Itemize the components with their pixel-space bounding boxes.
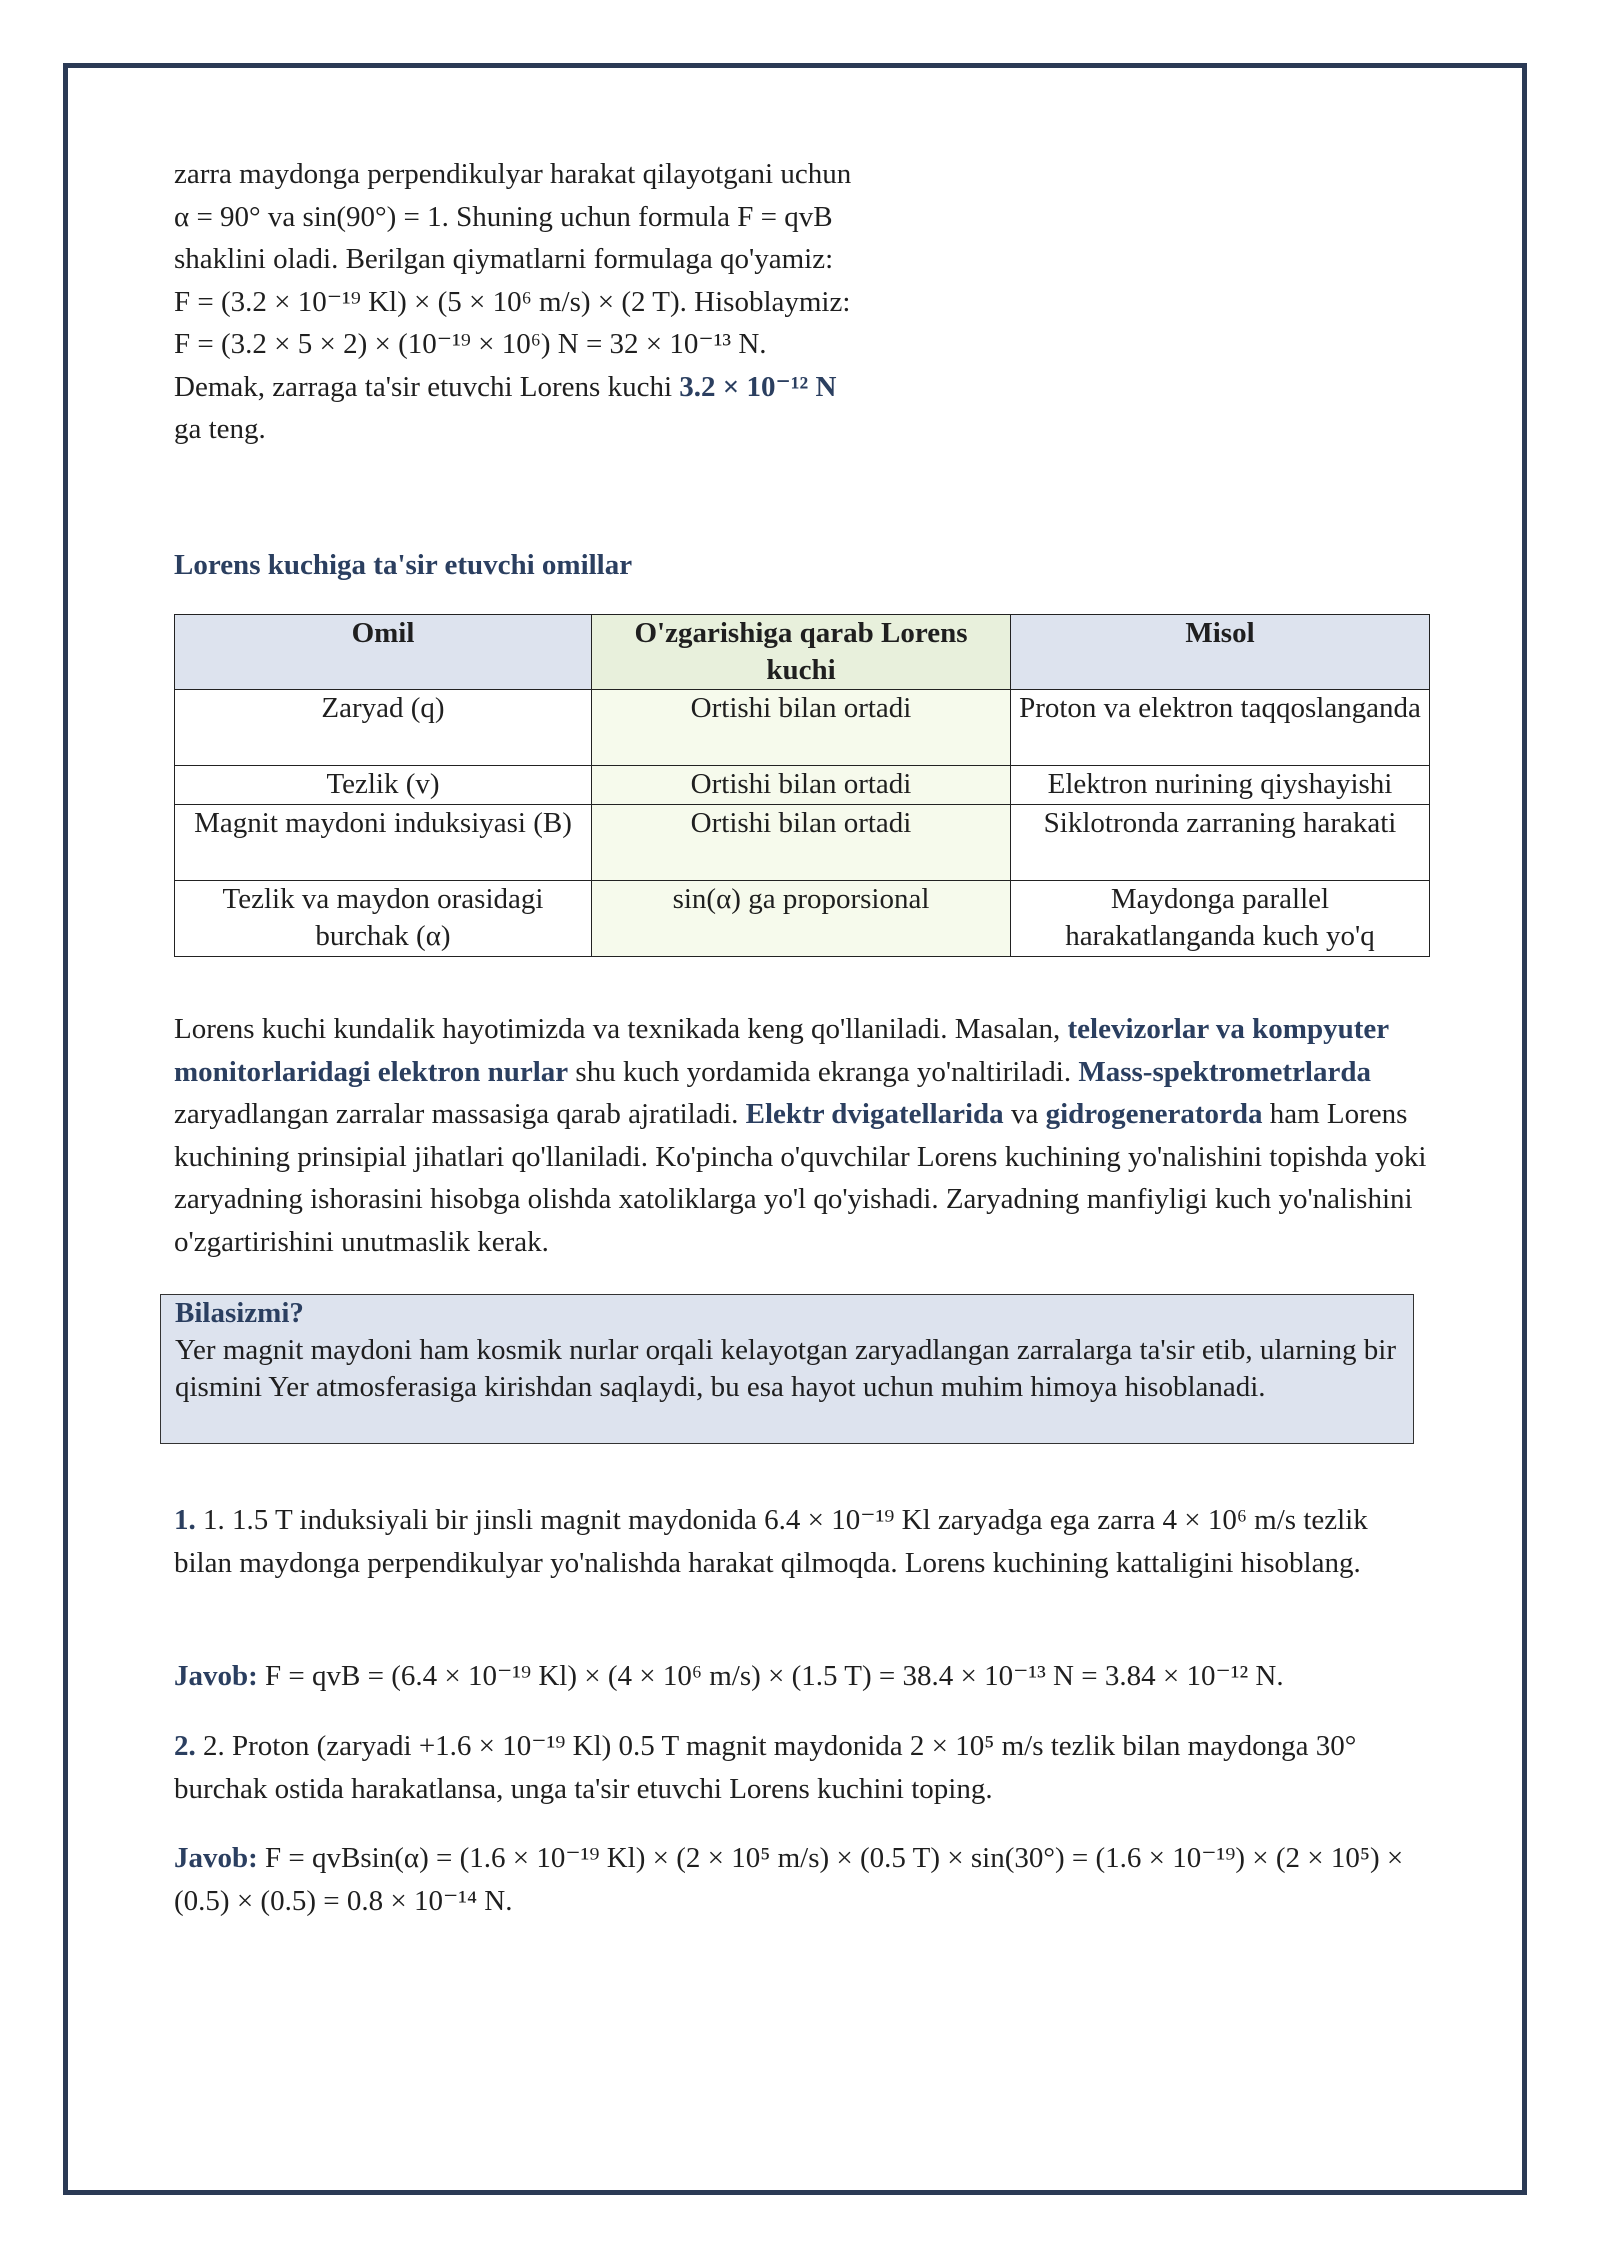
answer-text: F = qvB = (6.4 × 10⁻¹⁹ Kl) × (4 × 10⁶ m/s) × (1.5 T) = 38.4 × 10⁻¹³ N = 3.84 × 10⁻¹² N. xyxy=(257,1660,1284,1692)
problem-text: 2. Proton (zaryadi +1.6 × 10⁻¹⁹ Kl) 0.5 T magnit maydonida 2 × 10⁵ m/s tezlik bilan maydonga 30° burchak ostida harakatlansa, unga ta'sir etuvchi Lorens kuchini toping. xyxy=(174,1730,1357,1805)
table-cell: Tezlik va maydon orasidagi burchak (α) xyxy=(175,881,592,957)
intro-line: F = (3.2 × 10⁻¹⁹ Kl) × (5 × 10⁶ m/s) × (2 T). Hisoblaymiz: xyxy=(174,285,851,318)
table-cell: Maydonga parallel harakatlanganda kuch yo'q xyxy=(1011,881,1430,957)
table-cell: Tezlik (v) xyxy=(175,766,592,805)
intro-line: F = (3.2 × 5 × 2) × (10⁻¹⁹ × 10⁶) N = 32 × 10⁻¹³ N. xyxy=(174,328,767,360)
applications-text: zaryadlangan zarralar massasiga qarab ajratiladi. xyxy=(174,1098,746,1130)
intro-line: zarra maydonga perpendikulyar harakat qilayotgani uchun xyxy=(174,158,852,190)
highlight-electric-motors: Elektr dvigatellarida xyxy=(745,1098,1004,1130)
applications-text: shu kuch yordamida ekranga yo'naltiriladi. xyxy=(568,1055,1079,1088)
header-omil: Omil xyxy=(175,615,592,690)
applications-text: Lorens kuchi kundalik hayotimizda va texnikada keng qo'llaniladi. Masalan, xyxy=(174,1013,1068,1045)
highlight-tv-monitors: televizorlar va kompyuter monitorlaridagi elektron nurlar xyxy=(174,1013,1389,1088)
did-you-know-box xyxy=(160,1294,1414,1444)
table-header-row xyxy=(175,615,1430,690)
table-cell: Zaryad (q) xyxy=(175,690,592,766)
problem-text: 1. 1.5 T induksiyali bir jinsli magnit maydonida 6.4 × 10⁻¹⁹ Kl zaryadga ega zarra 4 × 10⁶ m/s tezlik bilan maydonga perpendikulyar yo'nalishda harakat qilmoqda. Lorens kuchining kattaligini hisoblang. xyxy=(174,1504,1368,1579)
intro-line: shaklini oladi. Berilgan qiymatlarni formulaga qo'yamiz: xyxy=(174,243,834,275)
answer-label: Javob: xyxy=(174,1842,258,1874)
infobox-text: Yer magnit maydoni ham kosmik nurlar orqali kelayotgan zaryadlangan zarralarga ta'sir etib, ularning bir qismini Yer atmosferasiga kirishdan saqlaydi, bu esa hayot uchun muhim himoya hisoblanadi. xyxy=(175,1334,1396,1403)
problem-1 xyxy=(174,1499,1429,1584)
conclusion-prefix: Demak, zarraga ta'sir etuvchi Lorens kuchi xyxy=(174,370,680,403)
table-cell: Magnit maydoni induksiyasi (B) xyxy=(175,805,592,881)
intro-line: α = 90° va sin(90°) = 1. Shuning uchun formula F = qvB xyxy=(174,200,833,233)
answer-text: F = qvBsin(α) = (1.6 × 10⁻¹⁹ Kl) × (2 × 10⁵ m/s) × (0.5 T) × sin(30°) = (1.6 × 10⁻¹⁹) × (2 × 10⁵) × (0.5) × (0.5) = 0.8 × 10⁻¹⁴ N. xyxy=(174,1842,1404,1917)
answer-1 xyxy=(174,1655,1429,1698)
table-row xyxy=(175,881,1430,957)
table-cell: Elektron nurining qiyshayishi xyxy=(1011,766,1430,805)
problem-number: 1. xyxy=(174,1504,196,1536)
infobox-title: Bilasizmi? xyxy=(175,1297,304,1329)
conclusion-value: 3.2 × 10⁻¹² N xyxy=(679,370,837,403)
table-row xyxy=(175,690,1430,766)
table-row xyxy=(175,766,1430,805)
applications-text: va xyxy=(1003,1098,1046,1130)
header-misol: Misol xyxy=(1011,615,1430,690)
table-cell: Siklotronda zarraning harakati xyxy=(1011,805,1430,881)
table-cell: Proton va elektron taqqoslanganda xyxy=(1011,690,1430,766)
table-row xyxy=(175,805,1430,881)
answer-2 xyxy=(174,1837,1429,1922)
applications-text: ham Lorens kuchining prinsipial jihatlari qo'llaniladi. Ko'pincha o'quvchilar Lorens kuchining yo'nalishini topishda yoki zaryadning ishorasini hisobga olishda xatoliklarga yo'l qo'yishadi. Zaryadning manfiyligi kuch yo'nalishini o'zgartirishini unutmaslik kerak. xyxy=(174,1098,1427,1258)
intro-paragraph xyxy=(174,153,954,451)
answer-label: Javob: xyxy=(174,1660,258,1692)
intro-conclusion xyxy=(174,366,954,409)
header-change: O'zgarishiga qarab Lorens kuchi xyxy=(592,615,1011,690)
factors-table xyxy=(174,614,1430,957)
table-cell: Ortishi bilan ortadi xyxy=(592,805,1011,881)
applications-paragraph xyxy=(174,1008,1429,1263)
highlight-hydrogenerator: gidrogeneratorda xyxy=(1045,1098,1263,1130)
problem-number: 2. xyxy=(174,1730,196,1762)
highlight-mass-spectrometers: Mass-spektrometrlarda xyxy=(1078,1055,1371,1088)
section-heading: Lorens kuchiga ta'sir etuvchi omillar xyxy=(174,549,633,581)
conclusion-suffix: ga teng. xyxy=(174,413,266,445)
problem-2 xyxy=(174,1725,1429,1810)
table-cell: sin(α) ga proporsional xyxy=(592,881,1011,957)
table-cell: Ortishi bilan ortadi xyxy=(592,690,1011,766)
table-cell: Ortishi bilan ortadi xyxy=(592,766,1011,805)
